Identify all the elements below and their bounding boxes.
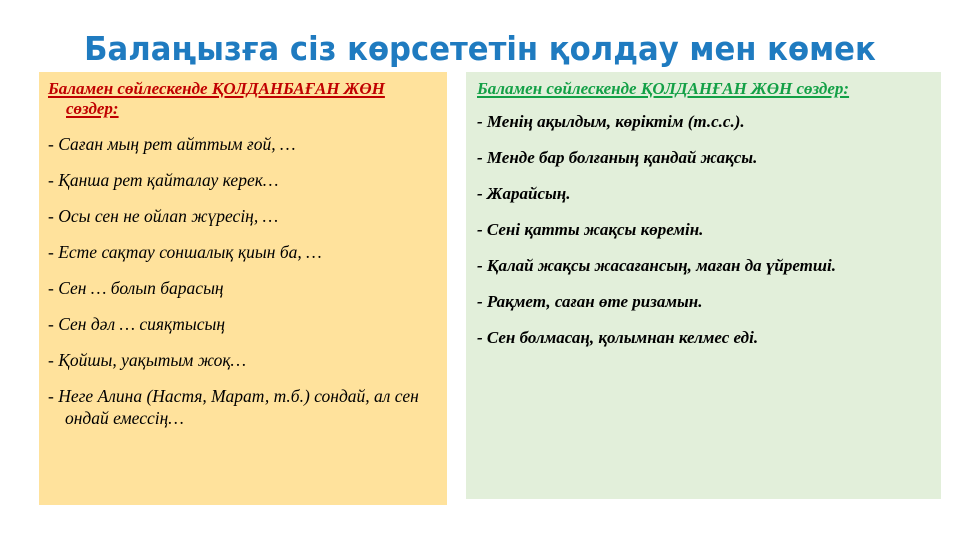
should-say-heading: Баламен сөйлескенде ҚОЛДАНҒАН ЖӨН сөздер: bbox=[477, 79, 850, 98]
should-say-item: - Менің ақылдым, көріктім (т.с.с.). bbox=[477, 112, 745, 131]
dont-say-item: - Есте сақтау соншалық қиын ба, … bbox=[48, 242, 322, 262]
dont-say-item: - Сен … болып барасың bbox=[48, 278, 224, 298]
should-say-item: - Қалай жақсы жасағансың, маған да үйретші. bbox=[477, 256, 837, 275]
dont-say-item: - Саған мың рет айттым ғой, … bbox=[48, 134, 296, 154]
should-say-box bbox=[466, 72, 941, 499]
should-say-item: - Сені қатты жақсы көремін. bbox=[477, 220, 704, 239]
dont-say-item: - Осы сен не ойлап жүресің, … bbox=[48, 206, 279, 226]
dont-say-list bbox=[48, 133, 439, 429]
dont-say-item: - Неге Алина (Настя, Марат, т.б.) сондай, ал сен ондай емессің… bbox=[48, 386, 419, 428]
dont-say-box bbox=[39, 72, 447, 505]
should-say-item: - Рақмет, саған өте ризамын. bbox=[477, 292, 703, 311]
should-say-item: - Жарайсың. bbox=[477, 184, 571, 203]
dont-say-item: - Қойшы, уақытым жоқ… bbox=[48, 350, 247, 370]
dont-say-item: - Қанша рет қайталау керек… bbox=[48, 170, 279, 190]
should-say-item: - Менде бар болғаның қандай жақсы. bbox=[477, 148, 758, 167]
dont-say-heading: Баламен сөйлескенде ҚОЛДАНБАҒАН ЖӨН сөздер: bbox=[48, 79, 385, 118]
slide-title: Балаңызға сіз көрсететін қолдау мен көмек bbox=[84, 29, 876, 69]
should-say-item: - Сен болмасаң, қолымнан келмес еді. bbox=[477, 328, 759, 347]
dont-say-item: - Сен дәл … сияқтысың bbox=[48, 314, 226, 334]
should-say-list bbox=[477, 111, 933, 349]
